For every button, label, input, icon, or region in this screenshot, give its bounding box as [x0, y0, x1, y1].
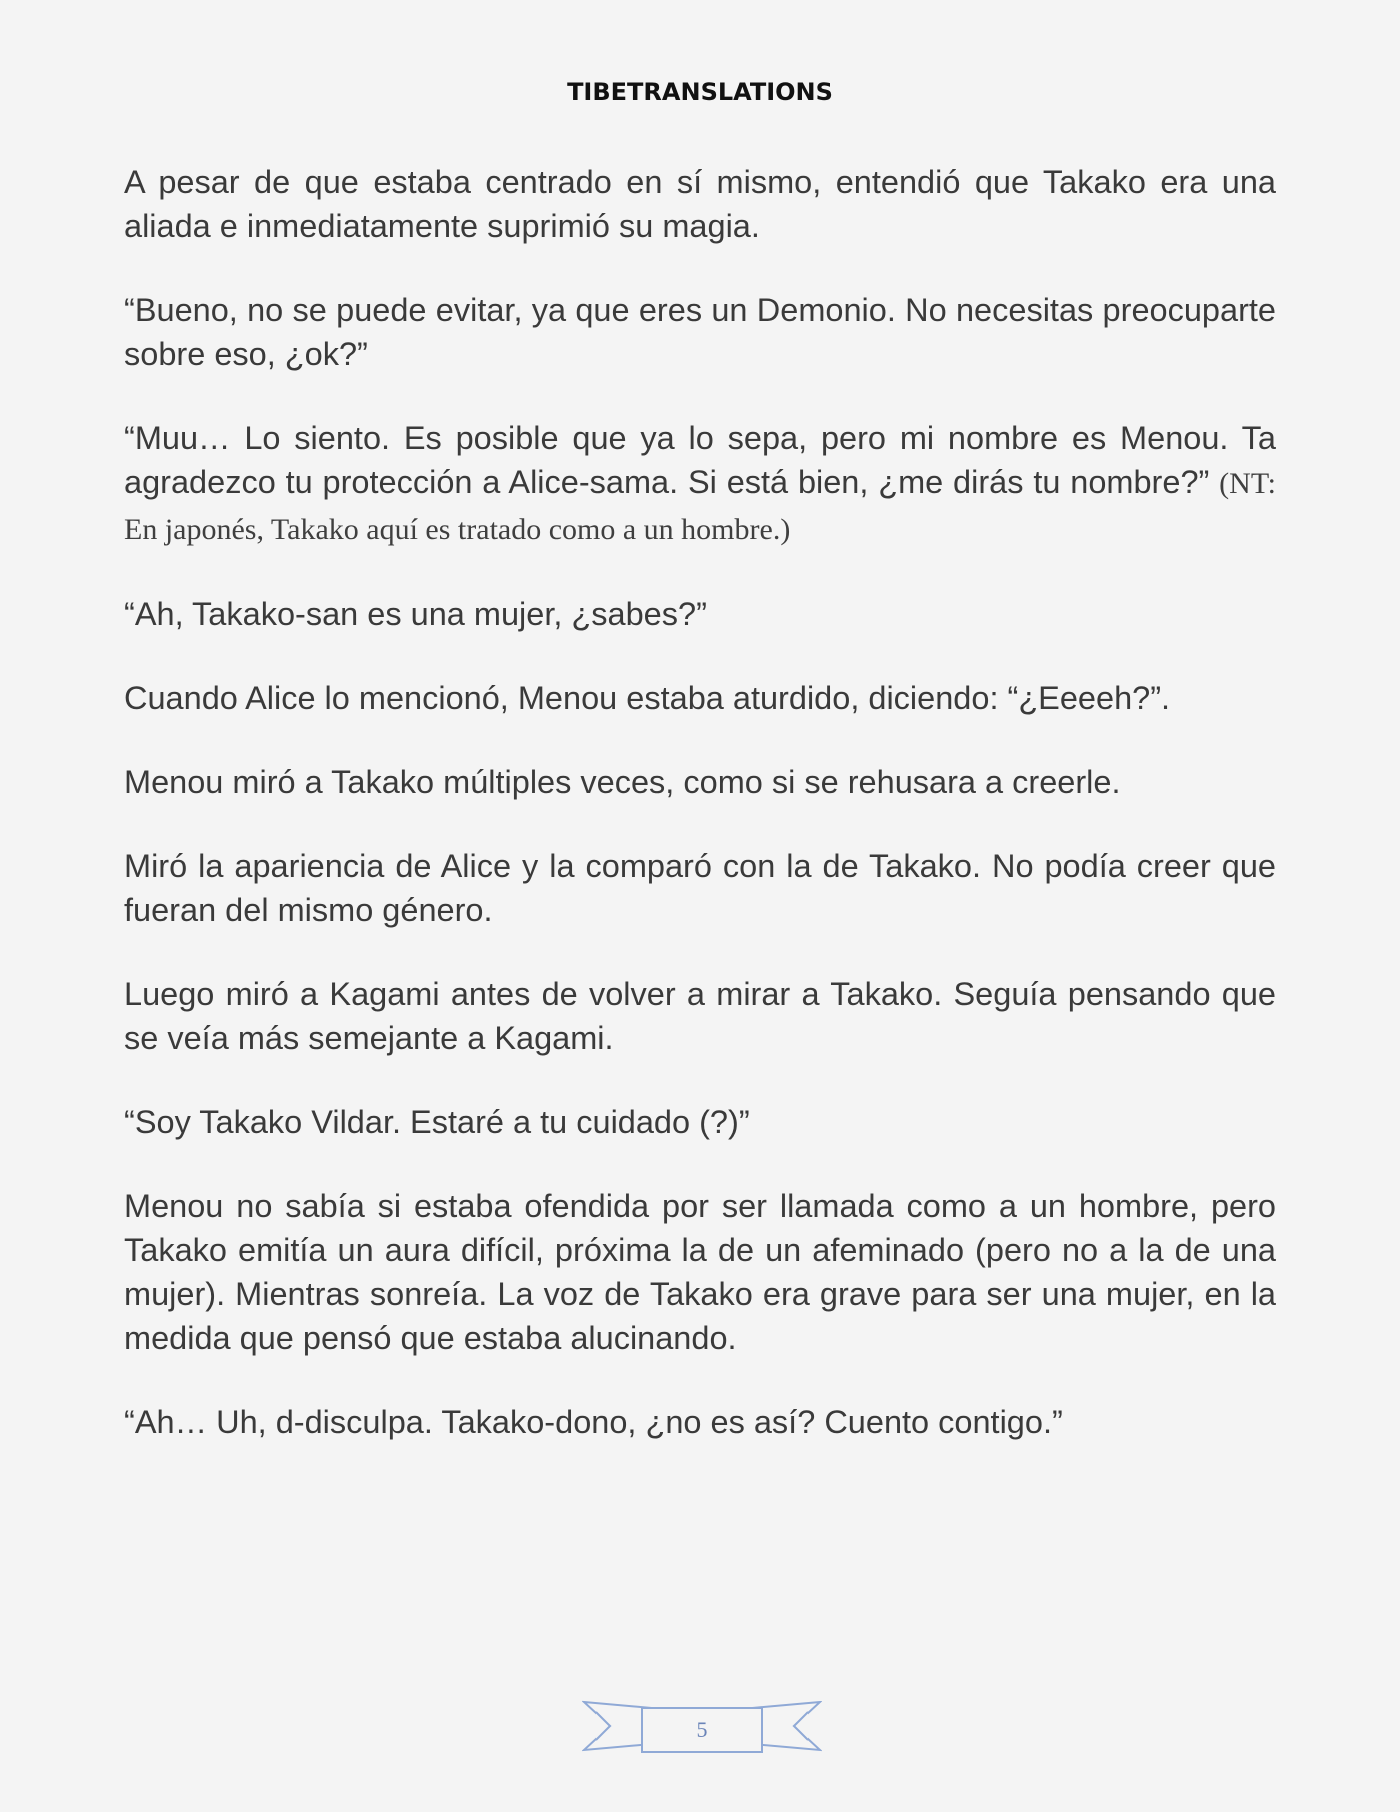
paragraph-11-text: “Ah… Uh, d-disculpa. Takako-dono, ¿no es así? Cuento contigo.”: [124, 1404, 1063, 1440]
paragraph-3-text: “Muu… Lo siento. Es posible que ya lo sepa, pero mi nombre es Menou. Ta agradezco tu protección a Alice-sama. Si está bien, ¿me dirás tu nombre?”: [124, 420, 1276, 500]
paragraph-1: [124, 160, 1276, 248]
page-number: 5: [696, 1717, 708, 1742]
paragraph-3: [124, 416, 1276, 552]
paragraph-9-text: “Soy Takako Vildar. Estaré a tu cuidado (?)”: [124, 1104, 750, 1140]
paragraph-2-text: “Bueno, no se puede evitar, ya que eres un Demonio. No necesitas preocuparte sobre eso, ¿ok?”: [124, 292, 1276, 372]
paragraph-10: [124, 1184, 1276, 1360]
page-body: [124, 160, 1276, 1484]
page-number-ribbon: [582, 1694, 822, 1766]
paragraph-8-text: Luego miró a Kagami antes de volver a mirar a Takako. Seguía pensando que se veía más semejante a Kagami.: [124, 976, 1276, 1056]
paragraph-11: [124, 1400, 1276, 1444]
paragraph-7: [124, 844, 1276, 932]
paragraph-10-text: Menou no sabía si estaba ofendida por ser llamada como a un hombre, pero Takako emitía un aura difícil, próxima la de un afeminado (pero no a la de una mujer). Mientras sonreía. La voz de Takako era grave para ser una mujer, en la medida que pensó que estaba alucinando.: [124, 1188, 1276, 1356]
paragraph-4-text: “Ah, Takako-san es una mujer, ¿sabes?”: [124, 596, 707, 632]
paragraph-1-text: A pesar de que estaba centrado en sí mismo, entendió que Takako era una aliada e inmediatamente suprimió su magia.: [124, 164, 1276, 244]
paragraph-5-text: Cuando Alice lo mencionó, Menou estaba aturdido, diciendo: “¿Eeeeh?”.: [124, 680, 1171, 716]
paragraph-9: [124, 1100, 1276, 1144]
translator-note: (NT: En japonés, Takako aquí es tratado como a un hombre.): [124, 467, 1276, 546]
paragraph-8: [124, 972, 1276, 1060]
paragraph-4: [124, 592, 1276, 636]
header-title: TIBETRANSLATIONS: [567, 78, 833, 106]
paragraph-2: [124, 288, 1276, 376]
paragraph-6: [124, 760, 1276, 804]
paragraph-6-text: Menou miró a Takako múltiples veces, como si se rehusara a creerle.: [124, 764, 1121, 800]
paragraph-7-text: Miró la apariencia de Alice y la comparó con la de Takako. No podía creer que fueran del mismo género.: [124, 848, 1276, 928]
paragraph-5: [124, 676, 1276, 720]
